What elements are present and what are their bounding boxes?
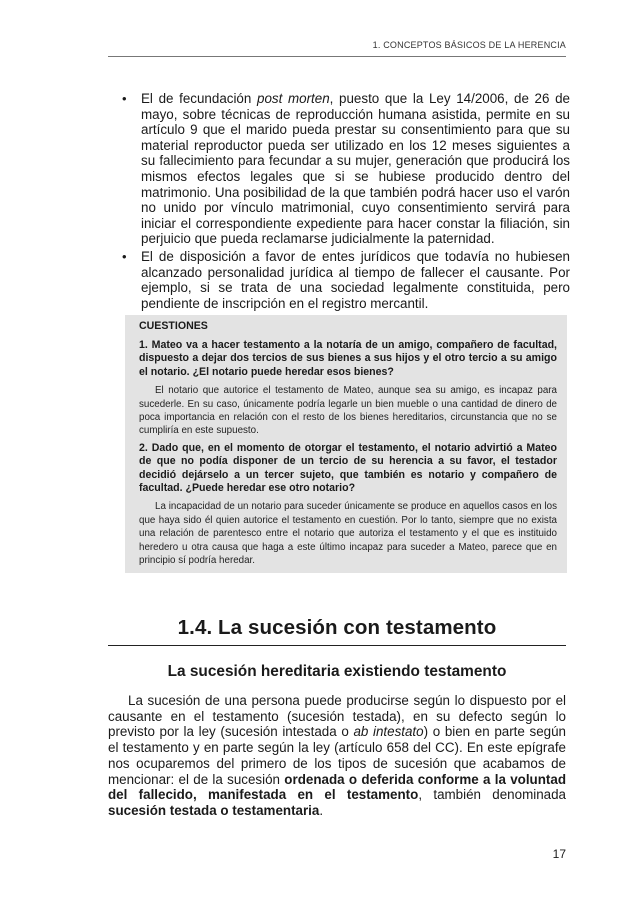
body-bold-1: ordenada o deferida conforme a la voluntad del fallecido, manifestada en el testamento: [108, 771, 567, 803]
page-number: 17: [552, 847, 566, 861]
body-paragraph: [108, 693, 566, 819]
answer-1: El notario que autorice el testamento de Mateo, aunque sea su amigo, es incapaz para sucederle. En su caso, únicamente podría legarle un bien mueble o una cantidad de dinero de poca importancia en relación con el resto de los bienes hereditarios, circunstancia que no se cumpliría en este supuesto.: [139, 385, 557, 437]
answer-2: La incapacidad de un notario para suceder únicamente se produce en aquellos casos en los que haya sido él quien autorice el testamento en cuestión. Por lo tanto, siempre que no exista una relación de parentesco entre el notario que autoriza el testamento y el que es instituido heredero u otra causa que haga a este último incapaz para suceder a Mateo, parece que en principio sí podría heredar.: [139, 501, 557, 567]
bullet-text-pre: El de fecundación: [141, 91, 257, 106]
body-text-4: .: [319, 802, 324, 818]
bullet-text-post: , puesto que la Ley 14/2006, de 26 de mayo, sobre técnicas de reproducción humana asistida, permite en su artículo 9 que el marido pueda prestar su consentimiento para que su material reproductor pueda ser utilizado en los 12 meses siguientes a su fallecimiento para fecundar a su mujer, generación que producirá los mismos efectos legales que si se hubiese producido dentro del matrimonio. Una posibilidad de la que también podrá hacer uso el varón no unido por vínculo matrimonial, cuyo consentimiento servirá para iniciar el correspondiente expediente para hacer constar la filiación, sin perjuicio que pueda reclamarse judicialmente la paternidad.: [141, 91, 570, 247]
subsection-title: La sucesión hereditaria existiendo testamento: [167, 663, 507, 680]
bullet-item-entes-juridicos: [118, 249, 570, 311]
question-1: 1. Mateo va a hacer testamento a la notaría de un amigo, compañero de facultad, dispuesto a dejar dos tercios de sus bienes a sus hijos y el otro tercio a su amigo el notario. ¿El notario puede heredar esos bienes?: [139, 339, 557, 378]
body-text-3: , también denominada: [418, 787, 566, 803]
bullet-icon: •: [122, 248, 127, 264]
section-title: 1.4. La sucesión con testamento: [177, 616, 497, 639]
cuestiones-box: [125, 315, 567, 573]
question-2: 2. Dado que, en el momento de otorgar el testamento, el notario advirtió a Mateo de que no podía disponer de un tercio de su herencia a su favor, el testador decidió dejárselo a un tercer sujeto, que también es notario y compañero de facultad. ¿Puede heredar ese otro notario?: [139, 441, 557, 495]
bullet-item-post-mortem: [118, 91, 570, 247]
header-rule: [108, 56, 566, 57]
body-text-1: La sucesión de una persona puede producirse según lo dispuesto por el causante en el testamento (sucesión testada), en su defecto según lo previsto por la ley (sucesión intestada o: [108, 693, 566, 740]
bullet-icon: •: [122, 91, 127, 106]
body-italic: ab intestato: [353, 724, 424, 740]
running-head: 1. CONCEPTOS BÁSICOS DE LA HERENCIA: [372, 40, 566, 50]
body-bold-2: sucesión testada o testamentaria: [108, 802, 320, 818]
bullet-text: El de disposición a favor de entes jurídicos que todavía no hubiesen alcanzado personalidad jurídica al tiempo de fallecer el causante. Por ejemplo, si se trata de una sociedad legalmente constituida, pero pendiente de inscripción en el registro mercantil.: [141, 248, 570, 311]
bullet-text-italic: post morten: [257, 91, 330, 106]
bullet-list: [118, 91, 570, 313]
cuestiones-title: CUESTIONES: [139, 320, 208, 332]
body-text-2: ) o bien en parte según el testamento y en parte según la ley (artículo 658 del CC). En este epígrafe nos ocuparemos del primero de los tipos de sucesión que acabamos de mencionar: el de la sucesión: [108, 724, 566, 787]
section-rule: [108, 645, 566, 646]
